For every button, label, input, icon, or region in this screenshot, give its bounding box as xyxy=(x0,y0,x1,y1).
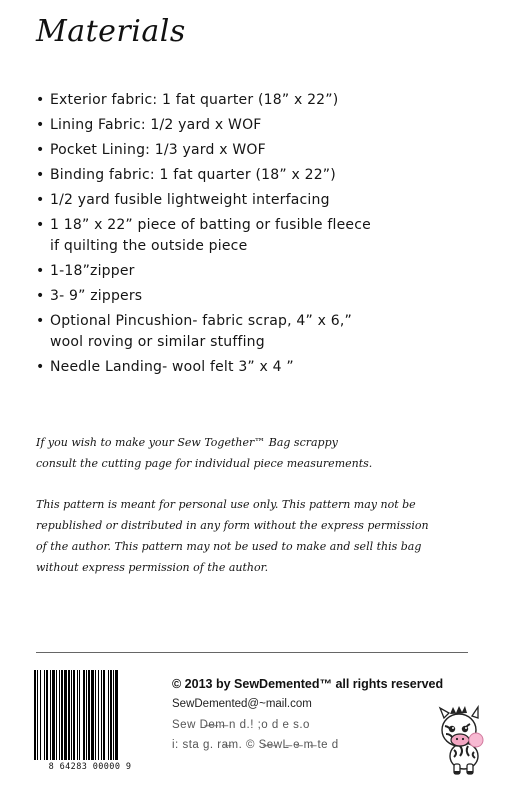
material-text: 1/2 yard fusible lightweight interfacing xyxy=(50,192,330,208)
license-note-line: This pattern is meant for personal use only. This pattern may not be xyxy=(36,498,416,511)
material-item xyxy=(36,313,486,351)
license-note-line: of the author. This pattern may not be used to make and sell this bag xyxy=(36,540,422,553)
material-text: 1-18”zipper xyxy=(50,263,135,279)
material-text: 1 18” x 22” piece of batting or fusible fleece xyxy=(50,217,371,233)
bullet-icon: • xyxy=(36,92,45,108)
license-note xyxy=(36,494,486,578)
bullet-icon: • xyxy=(36,359,45,375)
material-item xyxy=(36,117,486,134)
scrappy-note-line: consult the cutting page for individual piece measurements. xyxy=(36,457,373,470)
material-text: Needle Landing- wool felt 3” x 4 ” xyxy=(50,359,294,375)
zebra-mascot-icon xyxy=(432,700,492,776)
bullet-icon: • xyxy=(36,142,45,158)
material-text: Optional Pincushion- fabric scrap, 4” x 6,” xyxy=(50,313,352,329)
material-text: Pocket Lining: 1/3 yard x WOF xyxy=(50,142,266,158)
material-item xyxy=(36,288,486,305)
scrappy-note-line: If you wish to make your Sew Together™ Bag scrappy xyxy=(36,436,338,449)
contact-instagram: i: sta g. ra̶m. © S̶e̶wL̶ e̶ m̶ te d xyxy=(172,739,339,751)
barcode-bars xyxy=(34,670,148,760)
contact-email: SewDemented@~mail.com xyxy=(172,698,312,710)
bullet-icon: • xyxy=(36,217,45,233)
bullet-icon: • xyxy=(36,167,45,183)
material-item xyxy=(36,167,486,184)
material-item xyxy=(36,359,486,376)
contact-website: Sew D̶e̶m̶ n d.! ;o d e s.o xyxy=(172,719,310,731)
bullet-icon: • xyxy=(36,192,45,208)
materials-list xyxy=(36,92,486,384)
divider-line xyxy=(36,652,468,653)
material-text: 3- 9” zippers xyxy=(50,288,143,304)
barcode xyxy=(28,668,152,780)
bullet-icon: • xyxy=(36,313,45,329)
material-text: Lining Fabric: 1/2 yard x WOF xyxy=(50,117,262,133)
license-note-line: without express permission of the author. xyxy=(36,561,269,574)
bullet-icon: • xyxy=(36,288,45,304)
material-text: Exterior fabric: 1 fat quarter (18” x 22”) xyxy=(50,92,339,108)
scrappy-note xyxy=(36,432,486,474)
material-text: Binding fabric: 1 fat quarter (18” x 22”) xyxy=(50,167,336,183)
material-text-continued: if quilting the outside piece xyxy=(50,238,248,254)
material-item xyxy=(36,217,486,255)
material-item xyxy=(36,92,486,109)
material-item xyxy=(36,192,486,209)
material-text-continued: wool roving or similar stuffing xyxy=(50,334,265,350)
barcode-bar xyxy=(118,670,120,760)
material-item xyxy=(36,142,486,159)
page-title: Materials xyxy=(36,14,186,49)
bullet-icon: • xyxy=(36,263,45,279)
copyright-text: © 2013 by SewDemented™ all rights reserved xyxy=(172,677,444,691)
barcode-number: 8 64283 00000 9 xyxy=(48,762,132,772)
bullet-icon: • xyxy=(36,117,45,133)
material-item xyxy=(36,263,486,280)
license-note-line: republished or distributed in any form without the express permission xyxy=(36,519,429,532)
